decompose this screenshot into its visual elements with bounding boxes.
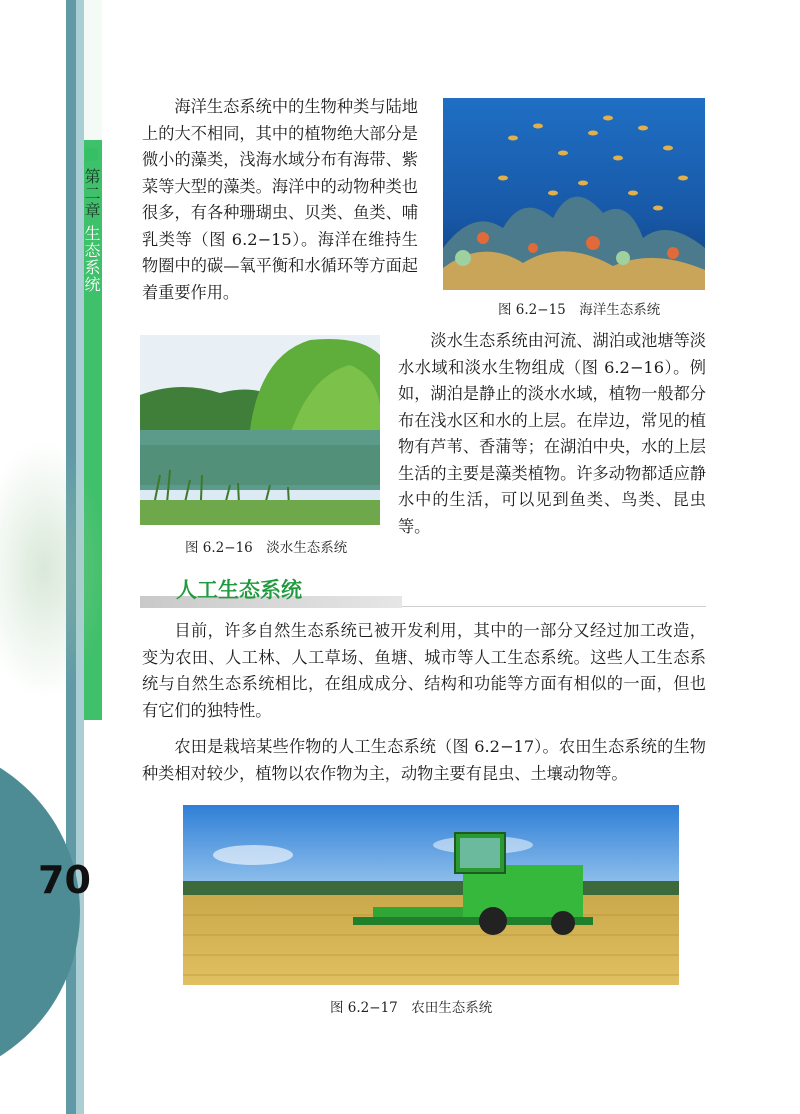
page-number: 70 <box>38 858 91 902</box>
chapter-side-label <box>83 168 103 293</box>
farmland-ecosystem-photo <box>183 805 679 985</box>
figure-17-caption: 图 6.2−17 农田生态系统 <box>330 1000 493 1016</box>
paragraph-freshwater: 淡水生态系统由河流、湖泊或池塘等淡水水域和淡水生物组成（图 6.2−16）。例如，湖泊是静止的淡水水域，植物一般都分布在浅水区和水的上层。在岸边，常见的植物有芦苇、香蒲等；在湖泊中央，水的上层生活的主要是藻类植物。许多动物都适应静水中的生活，可以见到鱼类、鸟类、昆虫等。 <box>398 331 706 536</box>
figure-15-caption: 图 6.2−15 海洋生态系统 <box>498 302 661 318</box>
heading-underline <box>402 606 706 607</box>
heading-text: 人工生态系统 <box>176 578 302 602</box>
paragraph-farmland: 农田是栽培某些作物的人工生态系统（图 6.2−17）。农田生态系统的生物种类相对较少，植物以农作物为主，动物主要有昆虫、土壤动物等。 <box>142 737 706 783</box>
chapter-name: 生态系统 <box>82 225 101 294</box>
paragraph-marine: 海洋生态系统中的生物种类与陆地上的大不相同，其中的植物绝大部分是微小的藻类，浅海水域分布有海带、紫菜等大型的藻类。海洋中的动物种类也很多，有各种珊瑚虫、贝类、鱼类、哺乳类等（图 6.2−15）。海洋在维持生物圈中的碳—氧平衡和水循环等方面起着重要作用。 <box>142 97 418 302</box>
leaf-decoration <box>0 440 110 700</box>
paragraph-artificial-intro: 目前，许多自然生态系统已被开发利用，其中的一部分又经过加工改造，变为农田、人工林、人工草场、鱼塘、城市等人工生态系统。这些人工生态系统与自然生态系统相比，在组成成分、结构和功能等方面有相似的一面，但也有它们的独特性。 <box>142 621 706 720</box>
section-heading <box>140 574 706 610</box>
chapter-number: 第二章 <box>82 168 101 219</box>
chapter-tab-top <box>84 0 102 140</box>
chapter-marker-square <box>85 148 98 161</box>
marine-ecosystem-photo <box>443 98 705 290</box>
freshwater-ecosystem-photo <box>140 335 380 525</box>
figure-16-caption: 图 6.2−16 淡水生态系统 <box>185 540 348 556</box>
